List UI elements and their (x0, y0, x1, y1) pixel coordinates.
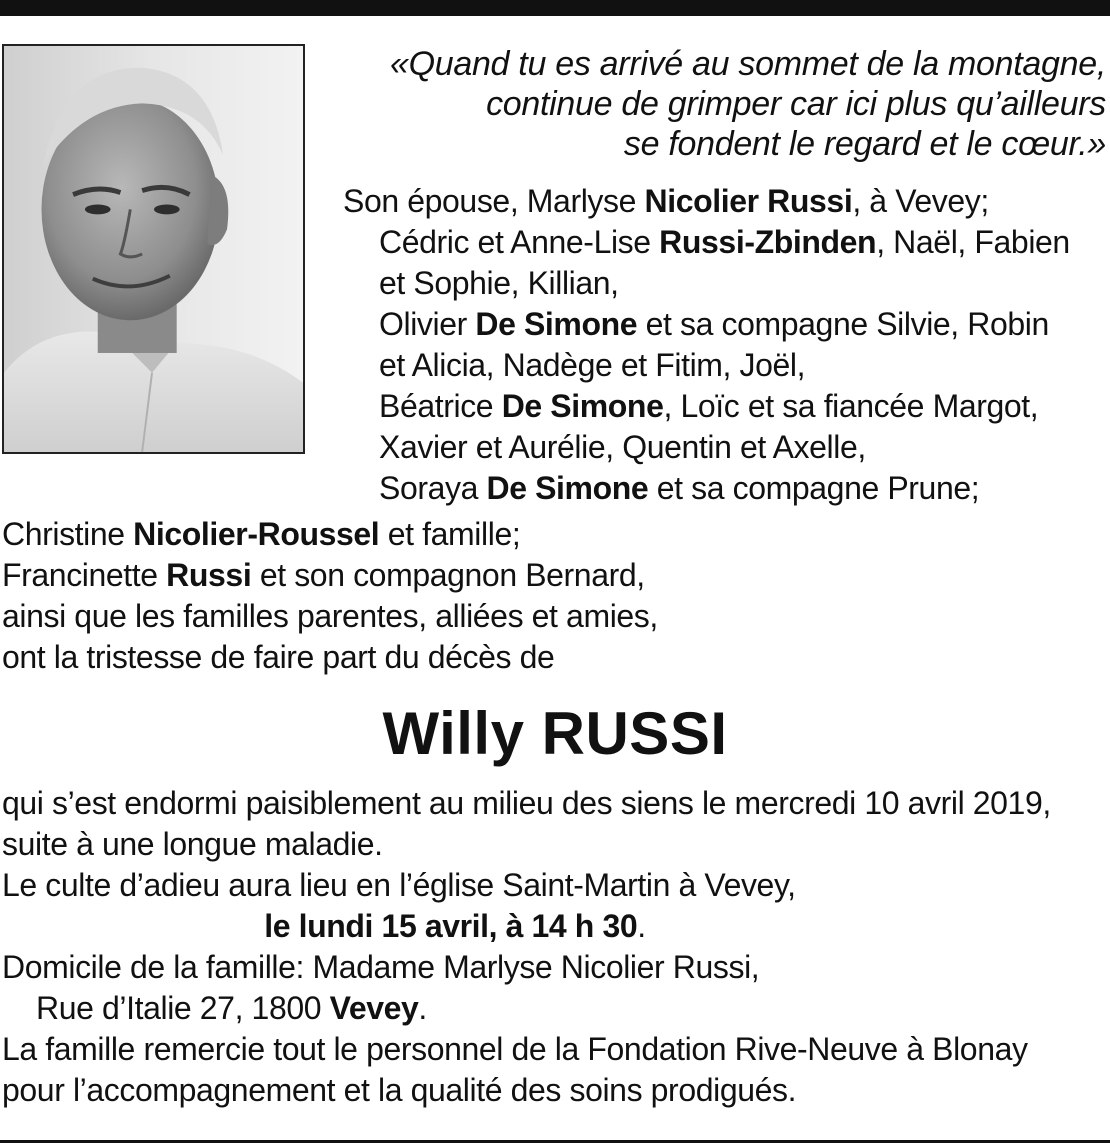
details-line-8: pour l’accompagnement et la qualité des soins prodigués. (2, 1072, 797, 1108)
quote-line-2: continue de grimper car ici plus qu’ailleurs (486, 85, 1106, 123)
family-line-child-3-cont: Xavier et Aurélie, Quentin et Axelle, (379, 429, 866, 465)
service-details (2, 783, 1108, 1111)
details-line-3: Le culte d’adieu aura lieu en l’église Saint-Martin à Vevey, (2, 867, 796, 903)
details-line-5: Domicile de la famille: Madame Marlyse Nicolier Russi, (2, 949, 760, 985)
epigraph-quote (346, 44, 1106, 164)
details-line-2: suite à une longue maladie. (2, 826, 383, 862)
relatives-line-4: ont la tristesse de faire part du décès de (2, 639, 555, 675)
relatives-line-3: ainsi que les familles parentes, alliées et amies, (2, 598, 658, 634)
details-line-7: La famille remercie tout le personnel de la Fondation Rive-Neuve à Blonay (2, 1031, 1028, 1067)
top-rule (0, 0, 1110, 16)
portrait-illustration (4, 46, 303, 452)
family-line-child-1-cont: et Sophie, Killian, (379, 265, 619, 301)
deceased-name: Willy RUSSI (382, 700, 728, 767)
family-line-child-4: Soraya De Simone et sa compagne Prune; (379, 470, 980, 506)
family-line-child-3: Béatrice De Simone, Loïc et sa fiancée Margot, (379, 388, 1039, 424)
extended-family-list (2, 514, 1108, 678)
family-line-child-2-cont: et Alicia, Nadège et Fitim, Joël, (379, 347, 806, 383)
family-line-child-1: Cédric et Anne-Lise Russi-Zbinden, Naël, Fabien (379, 224, 1070, 260)
quote-line-3: se fondent le regard et le cœur.» (623, 125, 1106, 163)
quote-line-1: «Quand tu es arrivé au sommet de la montagne, (389, 45, 1106, 83)
bottom-rule (0, 1140, 1110, 1143)
relatives-line-1: Christine Nicolier-Roussel et famille; (2, 516, 521, 552)
family-address: Rue d’Italie 27, 1800 Vevey. (36, 990, 427, 1026)
portrait-photo (2, 44, 305, 454)
relatives-line-2: Francinette Russi et son compagnon Bernard, (2, 557, 645, 593)
family-line-child-2: Olivier De Simone et sa compagne Silvie, Robin (379, 306, 1049, 342)
immediate-family-list (343, 181, 1110, 509)
family-line-spouse: Son épouse, Marlyse Nicolier Russi, à Vevey; (343, 183, 989, 219)
details-line-1: qui s’est endormi paisiblement au milieu des siens le mercredi 10 avril 2019, (2, 785, 1051, 821)
service-date-time: le lundi 15 avril, à 14 h 30. (264, 908, 646, 944)
